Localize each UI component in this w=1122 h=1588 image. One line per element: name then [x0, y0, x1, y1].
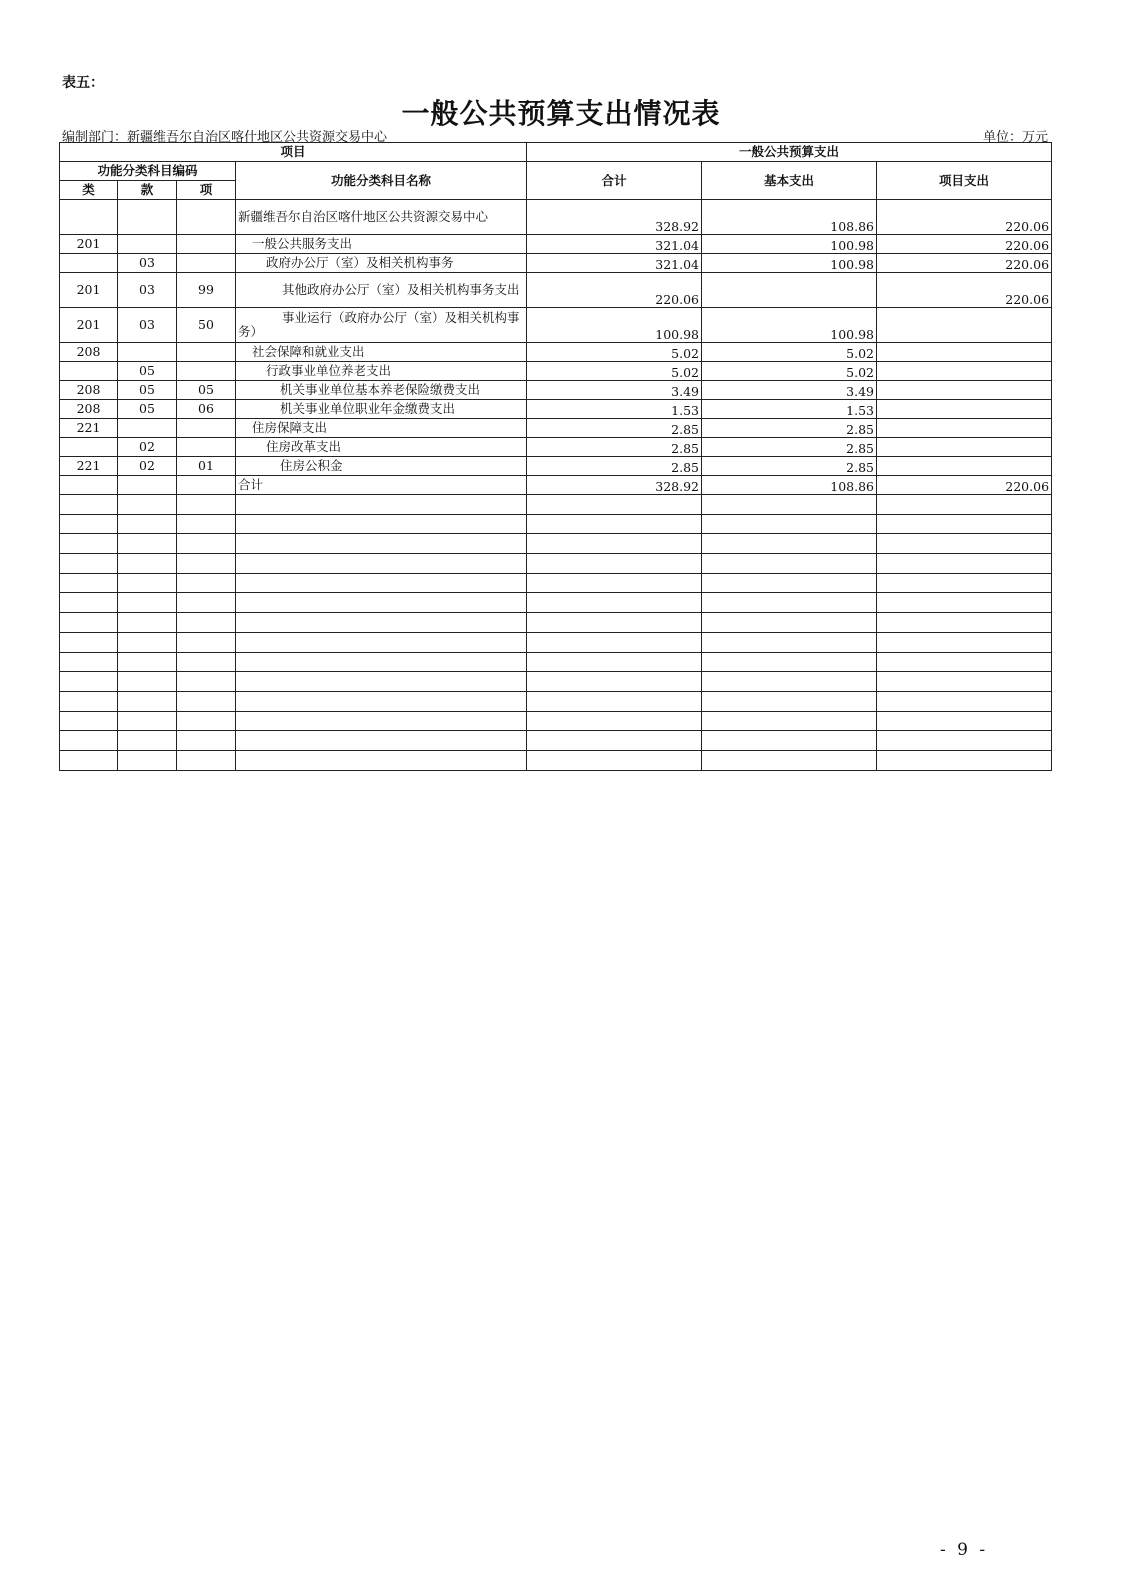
empty-cell: [236, 731, 527, 751]
project-cell: [877, 308, 1052, 343]
empty-cell: [236, 495, 527, 515]
total-header: 合计: [527, 162, 702, 200]
empty-cell: [702, 652, 877, 672]
xiang-cell: [177, 362, 236, 381]
empty-cell: [236, 691, 527, 711]
empty-cell: [177, 514, 236, 534]
name-cell: 机关事业单位职业年金缴费支出: [236, 400, 527, 419]
name-cell: 住房公积金: [236, 457, 527, 476]
empty-row: [60, 495, 1052, 515]
xiang-cell: [177, 438, 236, 457]
empty-cell: [702, 573, 877, 593]
table-row: [60, 308, 1052, 343]
xiang-cell: 06: [177, 400, 236, 419]
lei-cell: 208: [60, 381, 118, 400]
empty-cell: [60, 534, 118, 554]
empty-cell: [527, 750, 702, 770]
empty-row: [60, 731, 1052, 751]
empty-cell: [60, 750, 118, 770]
name-cell: 其他政府办公厅（室）及相关机构事务支出: [236, 273, 527, 308]
basic-cell: 3.49: [702, 381, 877, 400]
xiang-cell: 50: [177, 308, 236, 343]
xiang-cell: [177, 476, 236, 495]
empty-cell: [527, 514, 702, 534]
empty-row: [60, 514, 1052, 534]
empty-cell: [177, 632, 236, 652]
kuan-cell: 03: [118, 254, 177, 273]
empty-row: [60, 652, 1052, 672]
empty-cell: [702, 711, 877, 731]
table-row: [60, 438, 1052, 457]
kuan-cell: 05: [118, 400, 177, 419]
empty-cell: [527, 632, 702, 652]
empty-cell: [236, 652, 527, 672]
kuan-cell: 03: [118, 308, 177, 343]
empty-cell: [702, 672, 877, 692]
total-cell: 100.98: [527, 308, 702, 343]
xiang-cell: 99: [177, 273, 236, 308]
kuan-cell: [118, 419, 177, 438]
empty-cell: [60, 672, 118, 692]
xiang-cell: [177, 343, 236, 362]
empty-cell: [702, 495, 877, 515]
project-expense-header: 项目支出: [877, 162, 1052, 200]
basic-cell: 2.85: [702, 438, 877, 457]
name-cell: 住房保障支出: [236, 419, 527, 438]
empty-cell: [60, 593, 118, 613]
lei-cell: 201: [60, 273, 118, 308]
empty-cell: [118, 593, 177, 613]
empty-cell: [877, 554, 1052, 574]
empty-cell: [702, 691, 877, 711]
empty-cell: [702, 731, 877, 751]
lei-cell: 201: [60, 308, 118, 343]
kuan-cell: 02: [118, 438, 177, 457]
empty-cell: [60, 632, 118, 652]
empty-cell: [177, 691, 236, 711]
empty-cell: [60, 691, 118, 711]
lei-cell: [60, 362, 118, 381]
total-cell: 2.85: [527, 457, 702, 476]
table-label: 表五：: [62, 75, 104, 91]
total-cell: 3.49: [527, 381, 702, 400]
empty-cell: [118, 750, 177, 770]
empty-cell: [236, 534, 527, 554]
empty-cell: [60, 613, 118, 633]
project-cell: 220.06: [877, 273, 1052, 308]
name-cell: 一般公共服务支出: [236, 235, 527, 254]
lei-cell: 221: [60, 457, 118, 476]
project-cell: 220.06: [877, 476, 1052, 495]
empty-cell: [236, 593, 527, 613]
empty-cell: [60, 495, 118, 515]
empty-cell: [527, 593, 702, 613]
total-cell: 220.06: [527, 273, 702, 308]
table-row: [60, 200, 1052, 235]
empty-cell: [877, 672, 1052, 692]
empty-cell: [877, 495, 1052, 515]
empty-cell: [877, 731, 1052, 751]
basic-cell: 108.86: [702, 200, 877, 235]
empty-cell: [118, 534, 177, 554]
empty-cell: [118, 632, 177, 652]
basic-cell: 100.98: [702, 235, 877, 254]
empty-cell: [177, 613, 236, 633]
empty-cell: [118, 672, 177, 692]
xiang-header: 项: [177, 181, 236, 200]
project-cell: [877, 419, 1052, 438]
empty-cell: [702, 514, 877, 534]
kuan-cell: [118, 200, 177, 235]
empty-cell: [527, 652, 702, 672]
kuan-cell: 03: [118, 273, 177, 308]
empty-cell: [60, 711, 118, 731]
empty-cell: [236, 573, 527, 593]
empty-cell: [527, 711, 702, 731]
empty-cell: [60, 514, 118, 534]
xiang-cell: [177, 254, 236, 273]
name-cell: 社会保障和就业支出: [236, 343, 527, 362]
basic-cell: 108.86: [702, 476, 877, 495]
empty-cell: [877, 652, 1052, 672]
table-row: [60, 362, 1052, 381]
empty-cell: [527, 495, 702, 515]
total-cell: 2.85: [527, 438, 702, 457]
empty-cell: [527, 691, 702, 711]
name-cell: 政府办公厅（室）及相关机构事务: [236, 254, 527, 273]
empty-cell: [177, 534, 236, 554]
basic-cell: 5.02: [702, 343, 877, 362]
basic-cell: 100.98: [702, 254, 877, 273]
kuan-cell: 05: [118, 381, 177, 400]
table-row: [60, 419, 1052, 438]
basic-cell: 5.02: [702, 362, 877, 381]
empty-cell: [236, 711, 527, 731]
xiang-cell: [177, 235, 236, 254]
empty-cell: [118, 731, 177, 751]
lei-cell: 221: [60, 419, 118, 438]
total-cell: 2.85: [527, 419, 702, 438]
basic-cell: 1.53: [702, 400, 877, 419]
empty-cell: [527, 613, 702, 633]
empty-row: [60, 554, 1052, 574]
name-cell: 机关事业单位基本养老保险缴费支出: [236, 381, 527, 400]
empty-cell: [118, 652, 177, 672]
name-cell: 合计: [236, 476, 527, 495]
empty-cell: [118, 711, 177, 731]
total-cell: 1.53: [527, 400, 702, 419]
empty-cell: [527, 672, 702, 692]
total-cell: 328.92: [527, 476, 702, 495]
project-cell: [877, 438, 1052, 457]
empty-cell: [877, 613, 1052, 633]
empty-cell: [877, 691, 1052, 711]
empty-cell: [118, 573, 177, 593]
table-row: [60, 400, 1052, 419]
empty-cell: [177, 750, 236, 770]
total-cell: 5.02: [527, 343, 702, 362]
table-row: [60, 381, 1052, 400]
empty-cell: [177, 554, 236, 574]
project-cell: 220.06: [877, 200, 1052, 235]
empty-cell: [60, 652, 118, 672]
empty-cell: [118, 554, 177, 574]
empty-row: [60, 573, 1052, 593]
page-title: 一般公共预算支出情况表: [401, 97, 721, 130]
table-row: [60, 343, 1052, 362]
total-cell: 321.04: [527, 235, 702, 254]
empty-cell: [177, 711, 236, 731]
code-group-header: 功能分类科目编码: [60, 162, 236, 181]
empty-cell: [877, 711, 1052, 731]
xiang-cell: 01: [177, 457, 236, 476]
lei-cell: [60, 254, 118, 273]
lei-cell: [60, 200, 118, 235]
name-cell: 住房改革支出: [236, 438, 527, 457]
empty-cell: [702, 593, 877, 613]
empty-cell: [60, 554, 118, 574]
empty-cell: [702, 632, 877, 652]
kuan-cell: [118, 343, 177, 362]
kuan-cell: 05: [118, 362, 177, 381]
empty-cell: [177, 731, 236, 751]
empty-cell: [236, 554, 527, 574]
lei-cell: 201: [60, 235, 118, 254]
basic-cell: 2.85: [702, 419, 877, 438]
empty-row: [60, 691, 1052, 711]
kuan-header: 款: [118, 181, 177, 200]
empty-cell: [877, 632, 1052, 652]
project-header: 项目: [60, 143, 527, 162]
empty-cell: [877, 534, 1052, 554]
empty-cell: [118, 613, 177, 633]
empty-cell: [118, 691, 177, 711]
empty-cell: [877, 750, 1052, 770]
empty-cell: [702, 613, 877, 633]
empty-cell: [118, 495, 177, 515]
kuan-cell: 02: [118, 457, 177, 476]
budget-header: 一般公共预算支出: [527, 143, 1052, 162]
empty-cell: [236, 750, 527, 770]
empty-row: [60, 711, 1052, 731]
project-cell: [877, 457, 1052, 476]
basic-header: 基本支出: [702, 162, 877, 200]
table-row: [60, 273, 1052, 308]
table-row: [60, 457, 1052, 476]
lei-header: 类: [60, 181, 118, 200]
table-row: [60, 235, 1052, 254]
basic-cell: [702, 273, 877, 308]
empty-cell: [702, 554, 877, 574]
total-cell: 328.92: [527, 200, 702, 235]
empty-cell: [702, 750, 877, 770]
xiang-cell: [177, 419, 236, 438]
empty-cell: [177, 573, 236, 593]
project-cell: 220.06: [877, 235, 1052, 254]
xiang-cell: [177, 200, 236, 235]
empty-cell: [877, 593, 1052, 613]
empty-cell: [527, 554, 702, 574]
empty-row: [60, 593, 1052, 613]
total-cell: 5.02: [527, 362, 702, 381]
empty-cell: [527, 731, 702, 751]
kuan-cell: [118, 235, 177, 254]
xiang-cell: 05: [177, 381, 236, 400]
name-cell: 事业运行（政府办公厅（室）及相关机构事务）: [236, 308, 527, 343]
project-cell: 220.06: [877, 254, 1052, 273]
name-cell: 新疆维吾尔自治区喀什地区公共资源交易中心: [236, 200, 527, 235]
empty-row: [60, 632, 1052, 652]
lei-cell: 208: [60, 343, 118, 362]
empty-cell: [877, 514, 1052, 534]
empty-cell: [177, 495, 236, 515]
empty-cell: [702, 534, 877, 554]
lei-cell: 208: [60, 400, 118, 419]
basic-cell: 2.85: [702, 457, 877, 476]
empty-cell: [236, 632, 527, 652]
empty-row: [60, 672, 1052, 692]
lei-cell: [60, 438, 118, 457]
empty-cell: [236, 672, 527, 692]
project-cell: [877, 381, 1052, 400]
basic-cell: 100.98: [702, 308, 877, 343]
kuan-cell: [118, 476, 177, 495]
empty-cell: [527, 573, 702, 593]
lei-cell: [60, 476, 118, 495]
empty-cell: [177, 652, 236, 672]
project-cell: [877, 400, 1052, 419]
page-number: - 9 -: [940, 1540, 989, 1560]
name-header: 功能分类科目名称: [236, 162, 527, 200]
empty-cell: [60, 731, 118, 751]
table-row: [60, 254, 1052, 273]
table-row-total: [60, 476, 1052, 495]
empty-cell: [177, 593, 236, 613]
empty-cell: [527, 534, 702, 554]
empty-cell: [60, 573, 118, 593]
name-cell: 行政事业单位养老支出: [236, 362, 527, 381]
empty-row: [60, 750, 1052, 770]
empty-cell: [177, 672, 236, 692]
department-label: 编制部门：新疆维吾尔自治区喀什地区公共资源交易中心: [62, 130, 388, 145]
empty-row: [60, 534, 1052, 554]
project-cell: [877, 362, 1052, 381]
project-cell: [877, 343, 1052, 362]
empty-row: [60, 613, 1052, 633]
unit-label: 单位：万元: [982, 130, 1048, 145]
empty-cell: [118, 514, 177, 534]
empty-cell: [877, 573, 1052, 593]
budget-table: [59, 142, 1052, 771]
empty-cell: [236, 613, 527, 633]
total-cell: 321.04: [527, 254, 702, 273]
empty-cell: [236, 514, 527, 534]
